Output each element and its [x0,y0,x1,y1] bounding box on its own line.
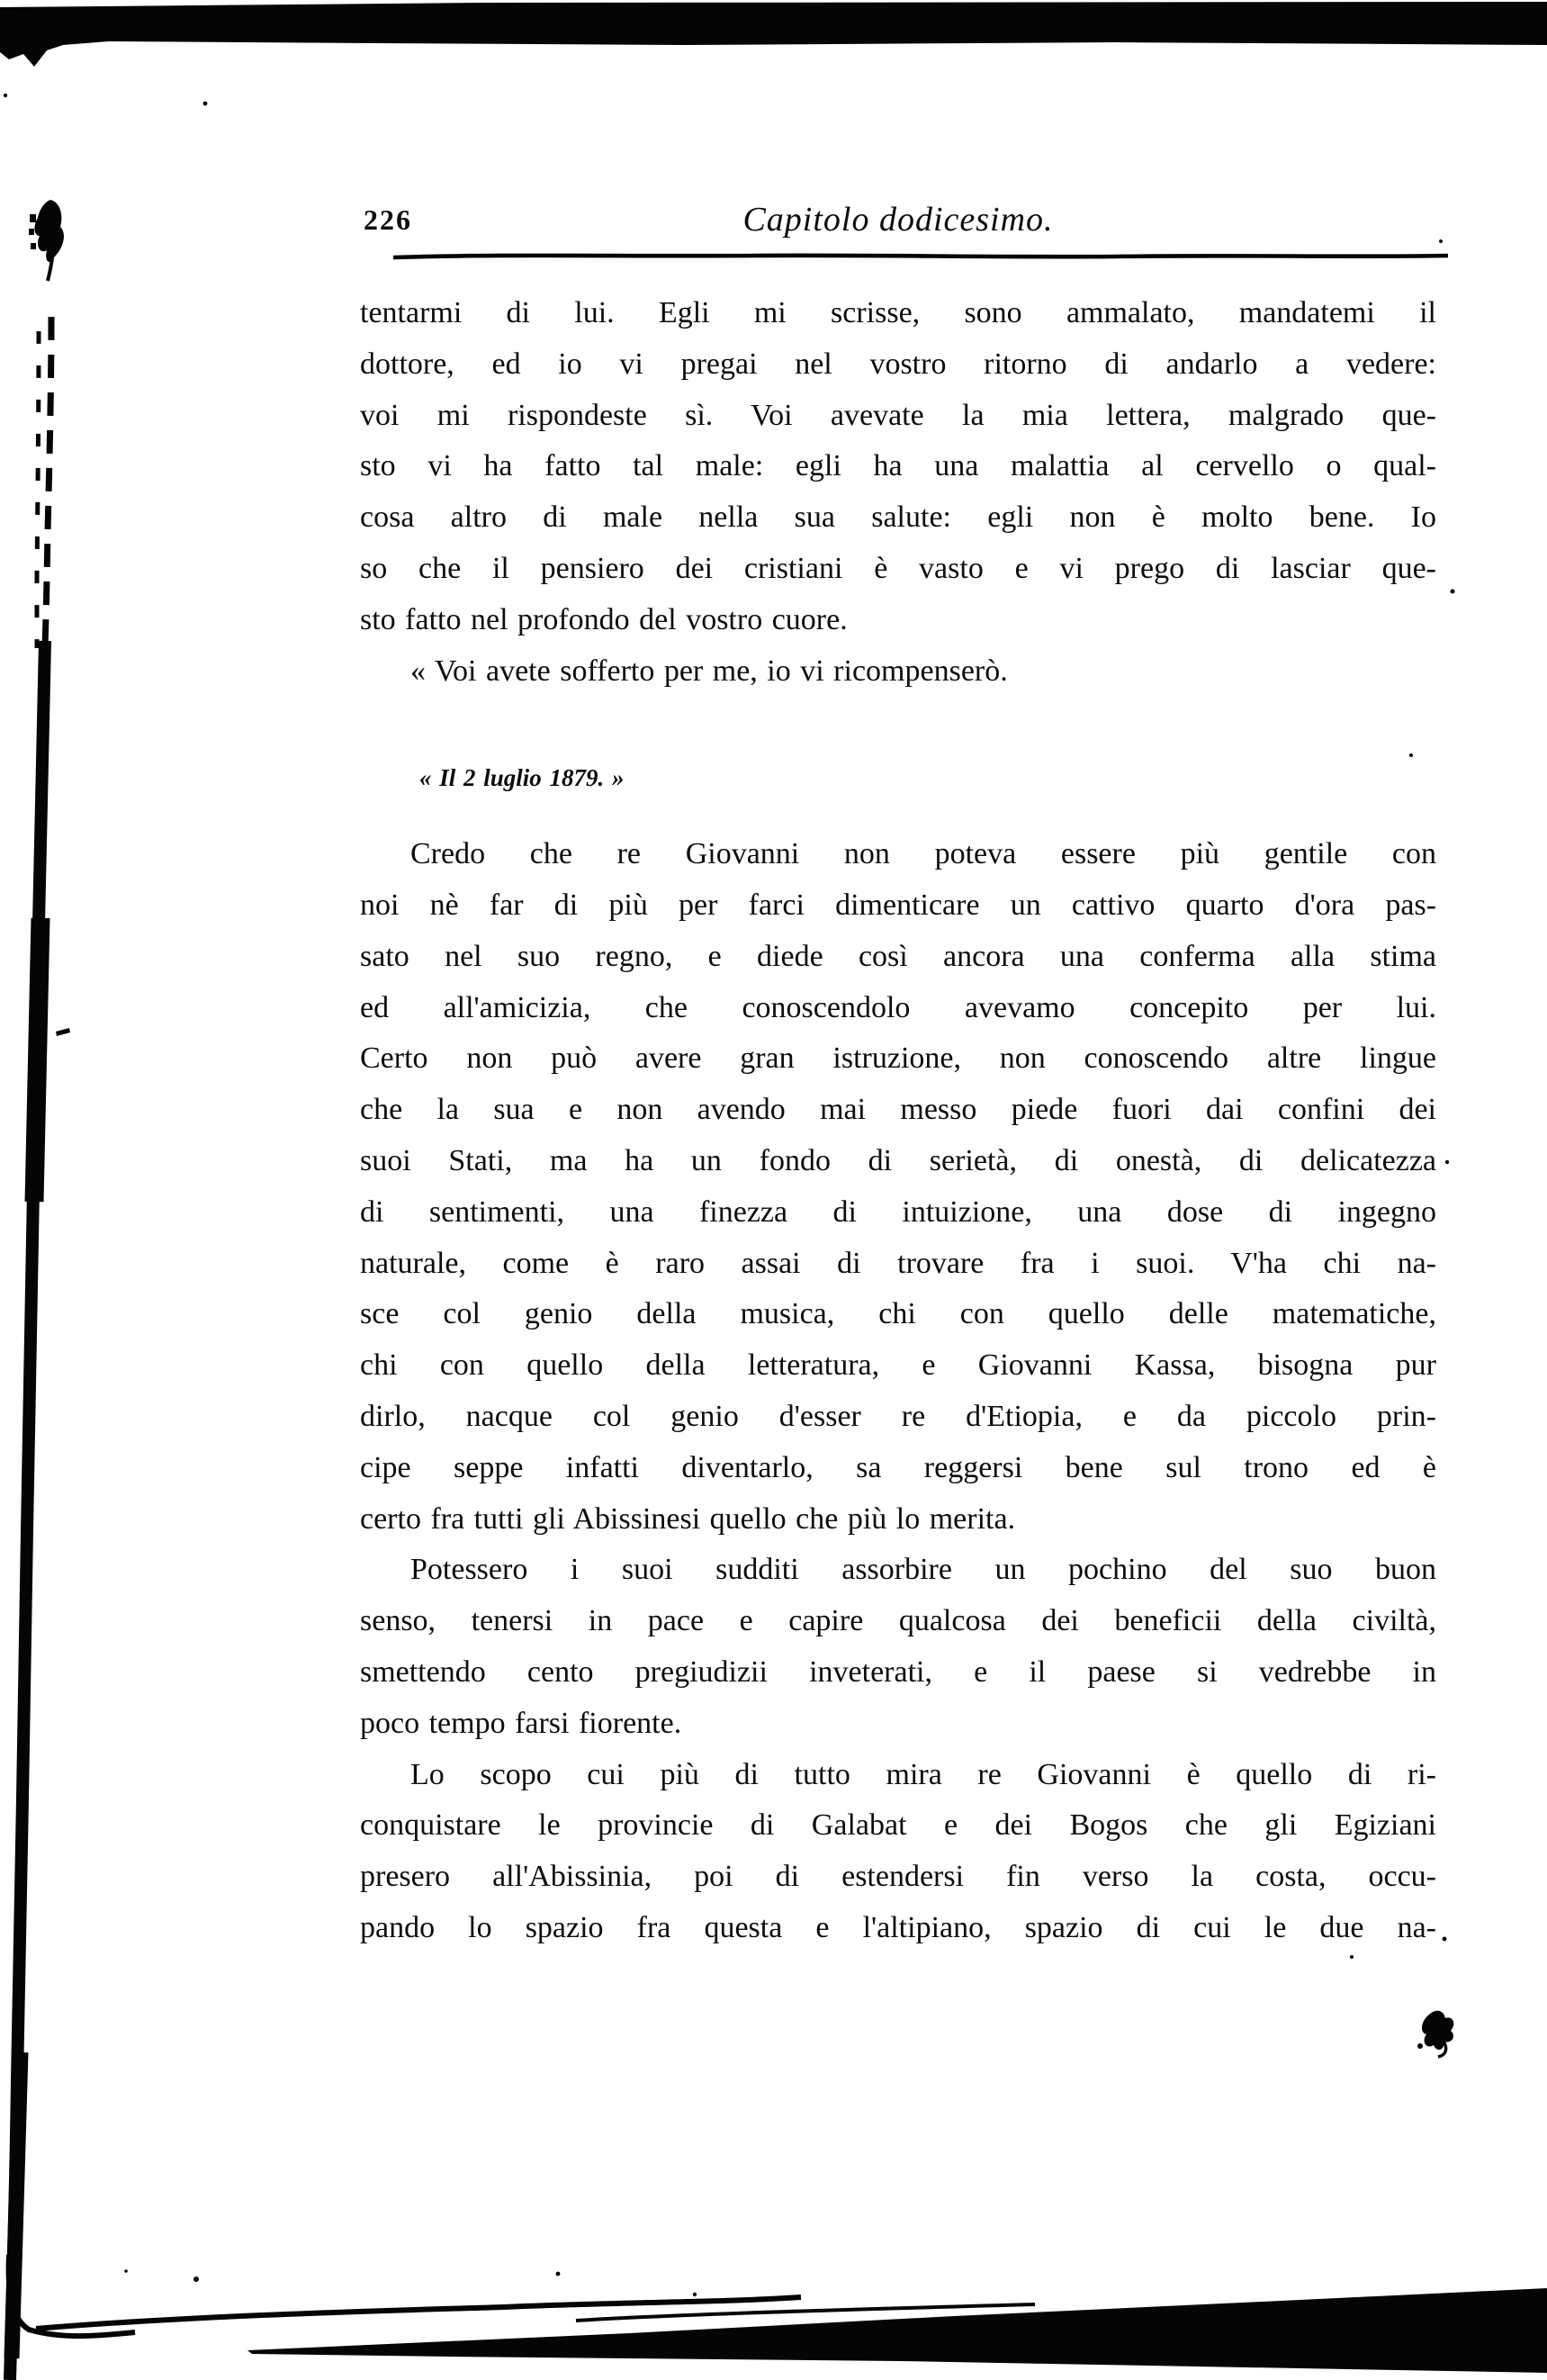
text-line: senso, tenersi in pace e capire qualcosa dei beneficii della civiltà, [360,1604,1436,1638]
bottom-edge-artifact [576,2304,1035,2321]
text-line: « Il 2 luglio 1879. » [419,764,625,792]
text-line: cipe seppe infatti diventarlo, sa reggersi bene sul trono ed è [360,1450,1436,1484]
text-line: presero all'Abissinia, poi di estendersi fin verso la costa, occu- [360,1860,1436,1894]
speck-dash [56,1028,70,1036]
header-rule [393,250,1448,263]
text-line: sato nel suo regno, e diede così ancora una conferma alla stima [360,939,1436,973]
chapter-title: Capitolo dodicesimo. [742,201,1054,239]
text-line: tentarmi di lui. Egli mi scrisse, sono ammalato, mandatemi il [360,296,1436,329]
text-line: naturale, come è raro assai di trovare fra i suoi. V'ha chi na- [360,1246,1436,1280]
page-number: 226 [364,203,412,236]
text-line: Lo scopo cui più di tutto mira re Giovanni è quello di ri- [410,1757,1436,1791]
ink-blob [48,257,52,281]
text-line: suoi Stati, ma ha un fondo di serietà, di onestà, di delicatezza [360,1143,1436,1177]
speck-dot [1451,590,1455,594]
speck-dot [693,2293,697,2296]
text-line: poco tempo farsi fiorente. [360,1706,682,1740]
text-line: Credo che re Giovanni non poteva essere più gentile con [410,837,1436,871]
text-line: Potessero i suoi sudditi assorbire un pochino del suo buon [410,1553,1436,1587]
text-line: che la sua e non avendo mai messo piede fuori dai confini dei [360,1093,1436,1127]
top-edge-artifact [0,2,1547,67]
text-line: cosa altro di male nella sua salute: egli non è molto bene. Io [360,500,1436,535]
ornament-ink-blob [1422,2011,1453,2050]
ink-blob [31,243,36,249]
bottom-edge-artifact [9,2255,135,2336]
text-line: « Voi avete sofferto per me, io vi ricompenserò. [410,654,1008,688]
text-line: pando lo spazio fra questa e l'altipiano, spazio di cui le due na- [360,1910,1436,1944]
ink-blob [29,229,34,235]
speck-dot [1445,1160,1449,1164]
left-binding-streak [45,317,51,646]
paragraph [360,646,1436,698]
speck-dot [1439,239,1443,243]
paragraph [360,829,1436,1545]
ink-blob [34,200,63,262]
text-line: voi mi rispondeste sì. Voi avevate la mia lettera, malgrado que- [360,398,1436,432]
text-line: ed all'amicizia, che conoscendolo avevamo concepito per lui. [360,990,1436,1024]
paragraph [360,1545,1436,1749]
speck-dot [1350,1955,1354,1959]
ornament-ink-blob [1438,2042,1446,2057]
bottom-edge-artifact [247,2288,1547,2373]
text-line: di sentimenti, una finezza di intuizione, una dose di ingegno [360,1195,1436,1229]
left-binding-streak [12,2052,21,2358]
text-line: so che il pensiero dei cristiani è vasto e vi prego di lasciar que- [360,551,1436,585]
text-line: sto vi ha fatto tal male: egli ha una malattia al cervello o qual- [360,449,1436,483]
ink-blob [30,214,36,222]
text-line: conquistare le provincie di Galabat e dei Bogos che gli Egiziani [360,1808,1436,1843]
page-header [360,198,1436,252]
text-line: certo fra tutti gli Abissinesi quello che più lo merita. [360,1501,1016,1536]
text-line: dirlo, nacque col genio d'esser re d'Etiopia, e da piccolo prin- [360,1399,1436,1433]
paragraph [360,288,1436,646]
text-line: sce col genio della musica, chi con quello delle matematiche, [360,1297,1436,1331]
left-binding-streak [37,331,39,648]
text-line: sto fatto nel profondo del vostro cuore. [360,602,848,636]
body-text [360,288,1436,1954]
speck-dot [4,94,7,97]
speck-dot [1443,1937,1447,1942]
left-binding-streak [34,918,40,1202]
date-line-paragraph [360,753,1436,804]
bottom-edge-artifact [36,2297,801,2329]
text-line: noi nè far di più per farci dimenticare un cattivo quarto d'ora pas- [360,888,1436,922]
speck-dot [203,102,208,106]
speck-dot [124,2269,128,2273]
text-line: smettendo cento pregiudizii inveterati, e il paese si vedrebbe in [360,1654,1436,1689]
text-line: chi con quello della letteratura, e Giovanni Kassa, bisogna pur [360,1348,1436,1383]
speck-dot [193,2276,199,2282]
left-binding-streak [10,641,45,2380]
speck-dot [1417,2043,1423,2049]
paragraph [360,1750,1436,1954]
text-line: dottore, ed io vi pregai nel vostro ritorno di andarlo a vedere: [360,347,1436,381]
speck-dot [556,2272,561,2276]
text-line: Certo non può avere gran istruzione, non conoscendo altre lingue [360,1041,1436,1076]
